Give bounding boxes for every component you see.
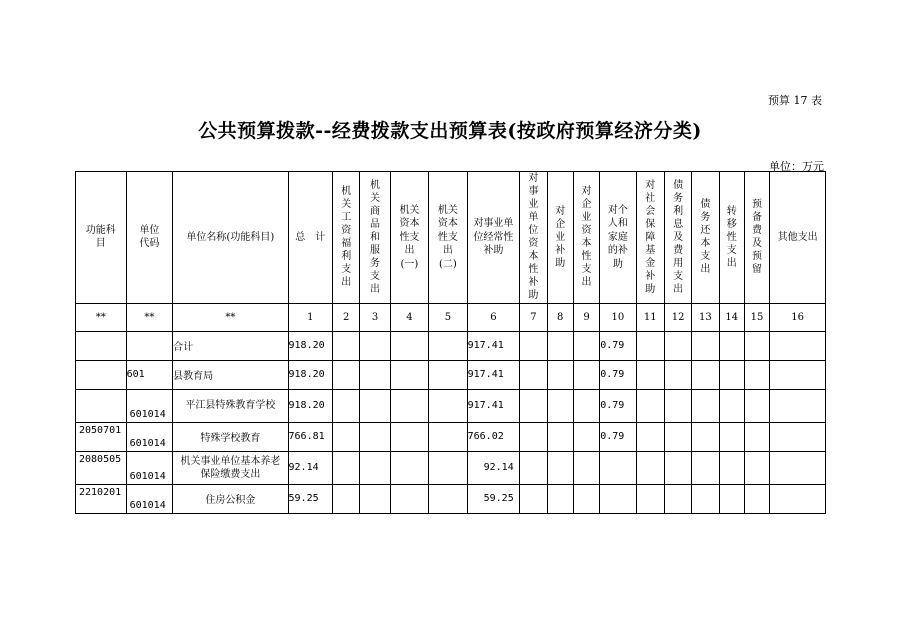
empty-cell	[719, 484, 744, 513]
unit-name-cell: 合计	[173, 331, 288, 360]
page-title: 公共预算拨款--经费拨款支出预算表(按政府预算经济分类)	[198, 120, 702, 142]
index-cell: 14	[719, 303, 744, 331]
col-header: 功能科目	[76, 172, 127, 304]
index-cell: 1	[288, 303, 333, 331]
empty-cell	[573, 484, 599, 513]
empty-cell	[664, 422, 691, 451]
empty-cell	[547, 422, 573, 451]
empty-cell	[547, 451, 573, 484]
public-institution-subsidy-cell: 917.41	[467, 360, 520, 389]
unit-name-cell: 住房公积金	[173, 484, 288, 513]
empty-cell	[719, 360, 744, 389]
index-cell: 11	[636, 303, 664, 331]
empty-cell	[770, 422, 826, 451]
empty-cell	[770, 389, 826, 422]
col-header: 总 计	[288, 172, 333, 304]
empty-cell	[390, 422, 428, 451]
empty-cell	[744, 389, 769, 422]
unit-code-cell	[126, 331, 173, 360]
empty-cell	[429, 389, 467, 422]
household-subsidy-cell: 0.79	[600, 389, 636, 422]
empty-cell	[547, 360, 573, 389]
empty-cell	[719, 451, 744, 484]
total-cell: 59.25	[288, 484, 333, 513]
table-row	[76, 484, 826, 513]
col-header: 对企业补助	[547, 172, 573, 304]
index-cell: **	[173, 303, 288, 331]
empty-cell	[547, 484, 573, 513]
empty-cell	[692, 484, 719, 513]
index-cell: 2	[333, 303, 360, 331]
household-subsidy-cell: 0.79	[600, 422, 636, 451]
table-row	[76, 451, 826, 484]
empty-cell	[520, 389, 547, 422]
col-header: 机关工资福利支出	[333, 172, 360, 304]
total-cell: 918.20	[288, 331, 333, 360]
func-code-cell	[76, 331, 127, 360]
empty-cell	[692, 360, 719, 389]
func-code-text: 2210201	[79, 486, 122, 498]
table-row	[76, 389, 826, 422]
unit-code-cell: 601	[126, 360, 173, 389]
empty-cell	[360, 360, 390, 389]
empty-cell	[390, 360, 428, 389]
empty-cell	[573, 451, 599, 484]
table-row	[76, 331, 826, 360]
empty-cell	[360, 451, 390, 484]
func-code-cell	[76, 389, 127, 422]
index-cell: 16	[770, 303, 826, 331]
unit-code-cell	[126, 451, 173, 484]
unit-code-text: 601014	[129, 499, 166, 511]
total-cell: 918.20	[288, 360, 333, 389]
header-row	[76, 172, 826, 304]
empty-cell	[719, 331, 744, 360]
col-header: 机关资本性支出(一)	[390, 172, 428, 304]
empty-cell	[692, 389, 719, 422]
index-cell: 9	[573, 303, 599, 331]
func-code-cell	[76, 451, 127, 484]
budget-table	[75, 171, 826, 514]
empty-cell	[744, 422, 769, 451]
household-subsidy-cell: 0.79	[600, 331, 636, 360]
unit-code-text: 601014	[129, 470, 166, 482]
empty-cell	[429, 331, 467, 360]
household-subsidy-cell	[600, 451, 636, 484]
empty-cell	[770, 360, 826, 389]
col-header: 债务还本支出	[692, 172, 719, 304]
empty-cell	[333, 422, 360, 451]
func-code-cell	[76, 360, 127, 389]
empty-cell	[333, 451, 360, 484]
empty-cell	[547, 389, 573, 422]
empty-cell	[360, 484, 390, 513]
empty-cell	[636, 451, 664, 484]
col-header: 预备费及预留	[744, 172, 769, 304]
empty-cell	[520, 360, 547, 389]
empty-cell	[719, 422, 744, 451]
col-header: 对事业单位经常性补助	[467, 172, 520, 304]
table-number: 预算 17 表	[768, 94, 822, 107]
empty-cell	[360, 422, 390, 451]
empty-cell	[390, 484, 428, 513]
empty-cell	[360, 389, 390, 422]
index-cell: 15	[744, 303, 769, 331]
total-cell: 918.20	[288, 389, 333, 422]
household-subsidy-cell	[600, 484, 636, 513]
col-header: 转移性支出	[719, 172, 744, 304]
empty-cell	[636, 389, 664, 422]
empty-cell	[692, 331, 719, 360]
empty-cell	[573, 360, 599, 389]
public-institution-subsidy-cell: 92.14	[467, 451, 520, 484]
empty-cell	[636, 360, 664, 389]
empty-cell	[547, 331, 573, 360]
unit-code-text: 601014	[129, 437, 166, 449]
empty-cell	[770, 451, 826, 484]
col-header: 机关资本性支出(二)	[429, 172, 467, 304]
index-cell: 13	[692, 303, 719, 331]
col-header: 其他支出	[770, 172, 826, 304]
empty-cell	[636, 331, 664, 360]
empty-cell	[390, 331, 428, 360]
index-cell: 10	[600, 303, 636, 331]
empty-cell	[664, 331, 691, 360]
index-cell: 4	[390, 303, 428, 331]
empty-cell	[719, 389, 744, 422]
unit-name-cell: 平江县特殊教育学校	[173, 389, 288, 422]
unit-code-text: 601014	[129, 408, 166, 420]
func-code-text: 2080505	[79, 453, 122, 465]
unit-code-cell	[126, 389, 173, 422]
empty-cell	[692, 451, 719, 484]
index-cell: **	[126, 303, 173, 331]
index-cell: **	[76, 303, 127, 331]
public-institution-subsidy-cell: 766.02	[467, 422, 520, 451]
empty-cell	[692, 422, 719, 451]
empty-cell	[664, 451, 691, 484]
unit-label: 单位：万元	[769, 160, 824, 173]
empty-cell	[744, 451, 769, 484]
empty-cell	[636, 484, 664, 513]
col-header: 单位代码	[126, 172, 173, 304]
empty-cell	[520, 331, 547, 360]
total-cell: 92.14	[288, 451, 333, 484]
index-row	[76, 303, 826, 331]
empty-cell	[744, 331, 769, 360]
public-institution-subsidy-cell: 917.41	[467, 389, 520, 422]
unit-code-cell	[126, 422, 173, 451]
func-code-cell	[76, 422, 127, 451]
empty-cell	[520, 422, 547, 451]
empty-cell	[390, 389, 428, 422]
empty-cell	[333, 389, 360, 422]
col-header: 对社会保障基金补助	[636, 172, 664, 304]
func-code-text: 2050701	[79, 424, 122, 436]
empty-cell	[333, 484, 360, 513]
col-header: 债务利息及费用支出	[664, 172, 691, 304]
empty-cell	[744, 360, 769, 389]
empty-cell	[429, 360, 467, 389]
col-header: 对企业资本性支出	[573, 172, 599, 304]
empty-cell	[429, 451, 467, 484]
col-header: 单位名称(功能科目)	[173, 172, 288, 304]
empty-cell	[360, 331, 390, 360]
index-cell: 3	[360, 303, 390, 331]
empty-cell	[573, 422, 599, 451]
empty-cell	[429, 422, 467, 451]
empty-cell	[520, 451, 547, 484]
empty-cell	[664, 389, 691, 422]
func-code-cell	[76, 484, 127, 513]
total-cell: 766.81	[288, 422, 333, 451]
empty-cell	[636, 422, 664, 451]
unit-name-cell: 机关事业单位基本养老保险缴费支出	[173, 451, 288, 484]
empty-cell	[520, 484, 547, 513]
unit-name-cell: 特殊学校教育	[173, 422, 288, 451]
empty-cell	[664, 360, 691, 389]
unit-code-cell	[126, 484, 173, 513]
empty-cell	[390, 451, 428, 484]
empty-cell	[429, 484, 467, 513]
col-header: 对个人和家庭的补助	[600, 172, 636, 304]
household-subsidy-cell: 0.79	[600, 360, 636, 389]
index-cell: 8	[547, 303, 573, 331]
table-row	[76, 422, 826, 451]
col-header: 对事业单位资本性补助	[520, 172, 547, 304]
unit-name-cell: 县教育局	[173, 360, 288, 389]
empty-cell	[333, 360, 360, 389]
empty-cell	[664, 484, 691, 513]
empty-cell	[573, 389, 599, 422]
empty-cell	[333, 331, 360, 360]
empty-cell	[744, 484, 769, 513]
index-cell: 7	[520, 303, 547, 331]
empty-cell	[573, 331, 599, 360]
index-cell: 6	[467, 303, 520, 331]
table-row	[76, 360, 826, 389]
empty-cell	[770, 331, 826, 360]
index-cell: 5	[429, 303, 467, 331]
index-cell: 12	[664, 303, 691, 331]
empty-cell	[770, 484, 826, 513]
public-institution-subsidy-cell: 917.41	[467, 331, 520, 360]
public-institution-subsidy-cell: 59.25	[467, 484, 520, 513]
col-header: 机关商品和服务支出	[360, 172, 390, 304]
